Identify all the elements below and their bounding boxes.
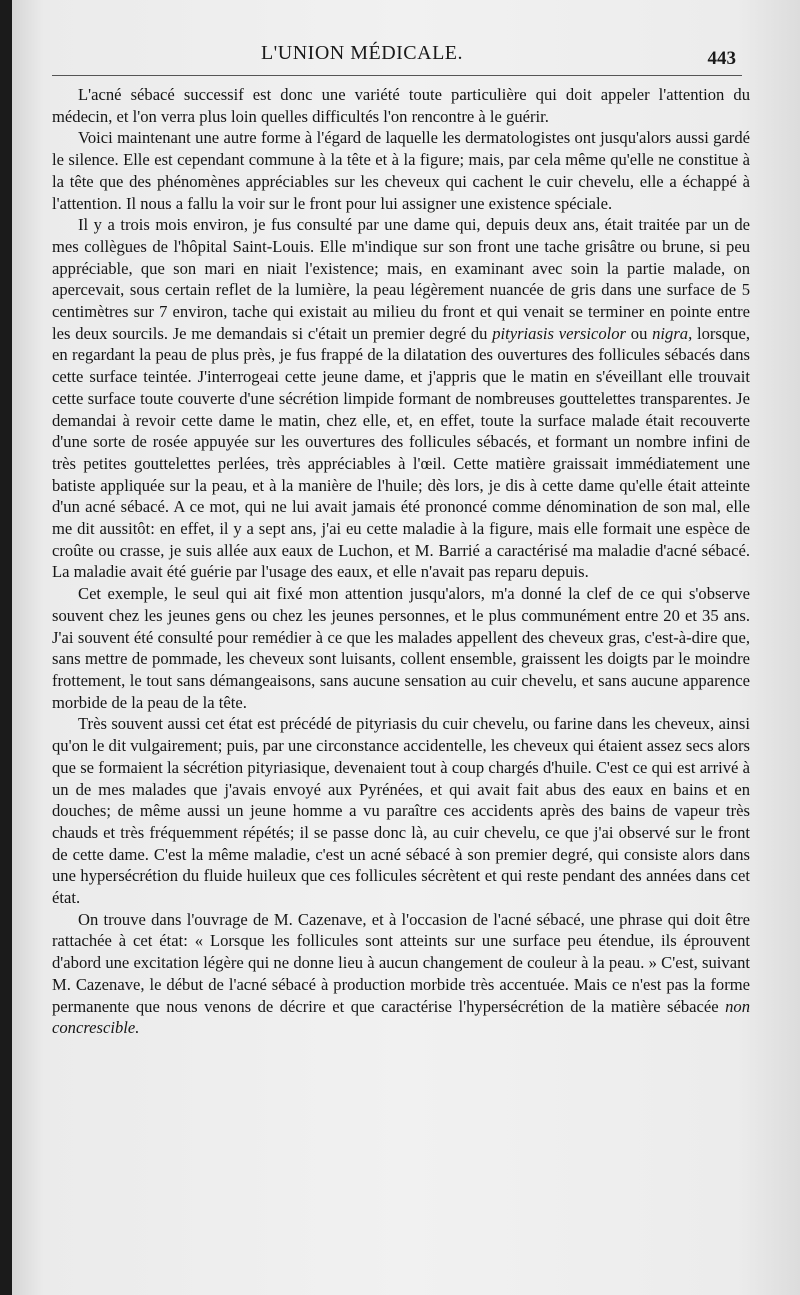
text-segment: On trouve dans l'ouvrage de M. Cazenave, et à l'occasion de l'acné sébacé, une phrase qui doit être rattachée à cet état: « Lorsque les follicules sont atteints sur une surface peu étendue, ils éprouvent d'abord une excitation légère qui ne donne lieu à aucun changement de couleur à la peau. » C'est, suivant M. Cazenave, le début de l'acné sébacé à production morbide très accentuée. Mais ce n'est pas la forme permanente que nous venons de décrire et que caractérise l'hypersécrétion de la matière sébacée <box>52 909 750 1016</box>
text-segment: L'acné sébacé successif est donc une variété toute particulière qui doit appeler l'attention du médecin, et l'on verra plus loin quelles difficultés l'on rencontre à le guérir. <box>52 85 750 126</box>
text-segment: Voici maintenant une autre forme à l'égard de laquelle les dermatologistes ont jusqu'alors aussi gardé le silence. Elle est cependant commune à la tête et à la figure; mais, par cela même qu'elle ne constitue à la tête que des phénomènes appréciables sur les cheveux qui cachent le cuir chevelu, elle a échappé à l'attention. Il nous a fallu la voir sur le front pour lui assigner une existence spéciale. <box>52 128 750 213</box>
italic-text: nigra, <box>652 323 693 343</box>
page-number: 443 <box>707 48 736 69</box>
paragraph <box>52 84 750 127</box>
text-segment: Cet exemple, le seul qui ait fixé mon attention jusqu'alors, m'a donné la clef de ce qui s'observe souvent chez les jeunes gens ou chez les jeunes personnes, et le plus communément entre 20 et 35 ans. J'ai souvent été consulté pour remédier à ce que les malades appellent des cheveux gras, c'est-à-dire que, sans mettre de pommade, les cheveux sont luisants, collent ensemble, graissent les doigts par le moindre frottement, le tout sans démangeaisons, sans aucune sensation au cuir chevelu, et sans aucune apparence morbide de la peau de la tête. <box>52 584 750 712</box>
text-segment: lorsque, en regardant la peau de plus près, je fus frappé de la dilatation des ouvertures des follicules sébacés dans cette surface teintée. J'interrogeai cette jeune dame, et j'appris que le matin en s'éveillant elle trouvait cette surface toute couverte d'une sécrétion limpide formant de nombreuses gouttelettes transparentes. Je demandai à revoir cette dame le matin, chez elle, et, en effet, toute la surface malade était recouverte d'une sorte de rosée appuyée sur les ouvertures des follicules sébacés, et formant un nombre infini de très petites gouttelettes perlées, très appréciables à l'œil. Cette matière graissait immédiatement une batiste appliquée sur la peau, et à la manière de l'huile; dès lors, je dis à cette dame qu'elle était atteinte d'un acné sébacé. A ce mot, qui ne lui avait jamais été prononcé comme dénomination de son mal, elle me dit aussitôt: en effet, il y a sept ans, j'ai eu cette maladie à la figure, mais elle formait une espèce de croûte ou crasse, je suis allée aux eaux de Luchon, et M. Barrié a caractérisé ma maladie d'acné sébacé. La maladie avait été guérie par l'usage des eaux, et elle n'avait pas reparu depuis. <box>52 323 750 582</box>
running-title: L'UNION MÉDICALE. <box>260 42 464 64</box>
paragraph <box>52 583 750 713</box>
text-segment: ou <box>626 323 653 343</box>
paragraph <box>52 214 750 583</box>
page-header <box>12 36 800 76</box>
italic-text: pityriasis versicolor <box>492 323 627 343</box>
paragraph <box>52 713 750 908</box>
header-rule <box>52 75 742 76</box>
paragraph <box>52 909 750 1039</box>
italic-text: non concrescible. <box>52 996 750 1038</box>
text-segment: Il y a trois mois environ, je fus consulté par une dame qui, depuis deux ans, était traitée par un de mes collègues de l'hôpital Saint-Louis. Elle m'indique sur son front une tache grisâtre ou brune, si peu appréciable, que son mari en niait l'existence; mais, en examinant avec soin la partie malade, on apercevait, sous certain reflet de la lumière, la peau légèrement nuancée de gris dans une surface de 5 centimètres sur 7 environ, tache qui existait au milieu du front et qui venait se terminer en pointe entre les deux sourcils. Je me demandais si c'était un premier degré du <box>52 215 750 343</box>
body-text <box>52 84 750 1039</box>
document-page <box>12 0 800 1295</box>
text-segment: Très souvent aussi cet état est précédé de pityriasis du cuir chevelu, ou farine dans les cheveux, ainsi qu'on le dit vulgairement; puis, par une circonstance accidentelle, les cheveux qui étaient assez secs alors que se formaient la sécrétion pityriasique, devenaient tout à coup chargés d'huile. C'est ce qui est arrivé à un de mes malades que j'avais envoyé aux Pyrénées, et qui avait fait abus des eaux en bains et en douches; de même aussi un jeune homme a vu paraître ces accidents après des bains de vapeur très chauds et très fréquemment répétés; il se passe donc là, au cuir chevelu, ce que j'ai observé sur le front de cette dame. C'est la même maladie, c'est un acné sébacé à son premier degré, qui consiste alors dans une hypersécrétion du fluide huileux que ces follicules sécrètent et qui reste pendant des années dans cet état. <box>52 714 750 908</box>
paragraph <box>52 127 750 214</box>
